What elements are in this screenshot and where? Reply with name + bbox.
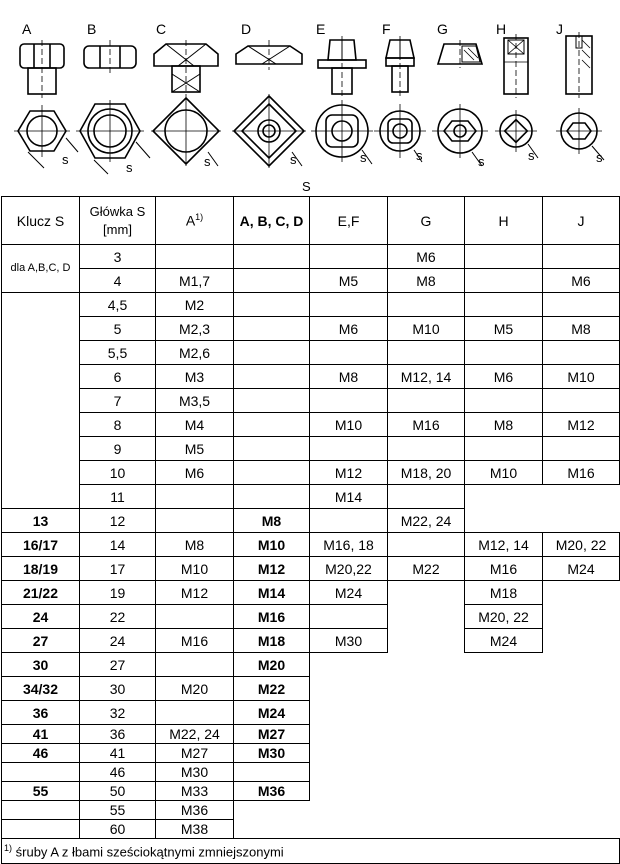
table-cell-ef: [310, 763, 388, 782]
table-cell-g: M18, 20: [388, 461, 465, 485]
table-cell-ef: [310, 725, 388, 744]
table-cell-s: 4,5: [80, 293, 156, 317]
table-cell-s: 27: [80, 653, 156, 677]
table-cell-k: 13: [2, 509, 80, 533]
table-cell-abcd: [234, 763, 310, 782]
table-cell-abcd: M16: [234, 605, 310, 629]
table-cell-h: [465, 341, 543, 365]
dim-s-h: s: [528, 148, 535, 163]
table-cell-a: M12: [156, 581, 234, 605]
table-cell-a: [156, 485, 234, 509]
table-cell-empty: [2, 293, 80, 509]
table-cell-j: [543, 782, 620, 801]
table-cell-g: [388, 605, 465, 629]
table-cell-s: 9: [80, 437, 156, 461]
table-cell-j: M24: [543, 557, 620, 581]
dim-s-d: s: [290, 152, 297, 167]
table-cell-a: [156, 509, 234, 533]
table-cell-s: 10: [80, 461, 156, 485]
wrench-size-table: [1, 196, 620, 864]
table-cell-a: M27: [156, 744, 234, 763]
table-row: [2, 509, 620, 533]
table-cell-abcd: M27: [234, 725, 310, 744]
table-cell-ef: [310, 341, 388, 365]
table-cell-h: [465, 725, 543, 744]
table-cell-a: M5: [156, 437, 234, 461]
drawing-a: [14, 40, 78, 168]
drawing-f: [374, 36, 426, 163]
table-cell-s: 8: [80, 413, 156, 437]
table-cell-a: M1,7: [156, 269, 234, 293]
label-f: F: [382, 21, 391, 37]
table-cell-k: 46: [2, 744, 80, 763]
drawing-d: [232, 40, 306, 168]
table-cell-h: M8: [465, 413, 543, 437]
table-cell-s: 46: [80, 763, 156, 782]
table-cell-a: M2,3: [156, 317, 234, 341]
table-cell-j: [543, 629, 620, 653]
table-cell-abcd: M12: [234, 557, 310, 581]
header-g: G: [388, 197, 465, 245]
table-cell-k: 34/32: [2, 677, 80, 701]
table-cell-g: M22, 24: [388, 509, 465, 533]
table-row: [2, 605, 620, 629]
label-j: J: [556, 21, 563, 37]
table-cell-j: [543, 653, 620, 677]
table-cell-s: 22: [80, 605, 156, 629]
label-a: A: [22, 21, 32, 37]
table-cell-a: M16: [156, 629, 234, 653]
table-cell-k: 41: [2, 725, 80, 744]
table-cell-g: [388, 725, 465, 744]
table-cell-abcd: M30: [234, 744, 310, 763]
table-cell-ef: M14: [310, 485, 388, 509]
table-body: [2, 245, 620, 864]
table-cell-k: 21/22: [2, 581, 80, 605]
table-cell-g: M12, 14: [388, 365, 465, 389]
table-cell-ef: [310, 509, 388, 533]
table-cell-a: M4: [156, 413, 234, 437]
table-cell-s: 17: [80, 557, 156, 581]
drawing-b: [76, 40, 150, 175]
dim-s-b: s: [126, 160, 133, 175]
table-cell-ef: [310, 701, 388, 725]
table-cell-g: [388, 533, 465, 557]
label-c: C: [156, 21, 167, 37]
table-cell-a: M38: [156, 820, 234, 839]
table-cell-abcd: [234, 461, 310, 485]
drawing-c: [151, 40, 221, 169]
table-cell-abcd: [234, 269, 310, 293]
table-cell-abcd: [234, 437, 310, 461]
table-cell-ef: [310, 605, 388, 629]
table-cell-g: [388, 389, 465, 413]
table-row: [2, 413, 620, 437]
table-cell-s: 11: [80, 485, 156, 509]
table-cell-ef: [310, 293, 388, 317]
table-cell-k: [2, 820, 80, 839]
dim-s-a: s: [62, 152, 69, 167]
table-cell-abcd: [234, 820, 310, 839]
table-cell-s: 19: [80, 581, 156, 605]
table-cell-ef: [310, 677, 388, 701]
table-cell-j: [543, 801, 620, 820]
header-klucz: Klucz S: [2, 197, 80, 245]
table-cell-s: 60: [80, 820, 156, 839]
table-cell-j: [543, 744, 620, 763]
table-cell-h: M18: [465, 581, 543, 605]
table-row: [2, 653, 620, 677]
table-cell-a: M20: [156, 677, 234, 701]
table-cell-ef: [310, 820, 388, 839]
header-glowka: Główka S [mm]: [80, 197, 156, 245]
table-cell-h: [465, 782, 543, 801]
table-cell-h: [465, 509, 543, 533]
table-cell-a: M2: [156, 293, 234, 317]
table-cell-j: [543, 485, 620, 509]
table-cell-a: M30: [156, 763, 234, 782]
figure-caption: S: [302, 179, 311, 194]
table-cell-j: [543, 509, 620, 533]
table-cell-ef: [310, 782, 388, 801]
table-cell-j: M10: [543, 365, 620, 389]
table-cell-g: [388, 801, 465, 820]
drawing-h: [495, 34, 538, 163]
table-cell-ef: M5: [310, 269, 388, 293]
table-cell-h: M5: [465, 317, 543, 341]
table-cell-h: [465, 820, 543, 839]
table-cell-g: M10: [388, 317, 465, 341]
table-row: [2, 820, 620, 839]
table-cell-ef: M6: [310, 317, 388, 341]
drawing-g: [432, 40, 488, 169]
dla-note: dla A,B,C, D: [2, 245, 80, 293]
table-cell-j: M16: [543, 461, 620, 485]
table-cell-abcd: [234, 485, 310, 509]
table-row: [2, 293, 620, 317]
figure-letters: [22, 21, 563, 37]
table-cell-h: [465, 485, 543, 509]
table-row: [2, 341, 620, 365]
table-cell-a: M33: [156, 782, 234, 801]
dim-s-e: s: [360, 150, 367, 165]
table-cell-abcd: [234, 317, 310, 341]
table-cell-g: [388, 485, 465, 509]
table-header-row: [2, 197, 620, 245]
table-cell-s: 7: [80, 389, 156, 413]
table-cell-h: M6: [465, 365, 543, 389]
table-row: [2, 763, 620, 782]
table-cell-a: [156, 245, 234, 269]
table-cell-s: 50: [80, 782, 156, 801]
table-cell-g: [388, 437, 465, 461]
table-cell-g: [388, 629, 465, 653]
header-j: J: [543, 197, 620, 245]
table-cell-k: 36: [2, 701, 80, 725]
table-row: [2, 365, 620, 389]
table-cell-g: [388, 341, 465, 365]
table-row: [2, 485, 620, 509]
table-row: [2, 744, 620, 763]
table-row: [2, 245, 620, 269]
table-cell-abcd: [234, 413, 310, 437]
header-ef: E,F: [310, 197, 388, 245]
table-cell-a: M3: [156, 365, 234, 389]
drawing-e: [311, 36, 373, 165]
table-cell-a: [156, 605, 234, 629]
table-cell-s: 55: [80, 801, 156, 820]
table-cell-h: M16: [465, 557, 543, 581]
table-cell-h: [465, 653, 543, 677]
table-cell-j: M20, 22: [543, 533, 620, 557]
header-a: $A^{1)}$: [156, 197, 234, 245]
table-cell-h: [465, 763, 543, 782]
table-cell-h: [465, 437, 543, 461]
table-cell-a: M36: [156, 801, 234, 820]
table-row: [2, 533, 620, 557]
fastener-drawings-figure: [0, 0, 620, 196]
table-cell-s: 41: [80, 744, 156, 763]
table-cell-h: [465, 269, 543, 293]
table-cell-h: M10: [465, 461, 543, 485]
table-cell-g: M22: [388, 557, 465, 581]
table-row: [2, 701, 620, 725]
table-cell-abcd: M20: [234, 653, 310, 677]
table-cell-h: [465, 389, 543, 413]
table-cell-s: 32: [80, 701, 156, 725]
table-cell-ef: [310, 653, 388, 677]
label-e: E: [316, 21, 326, 37]
header-h: H: [465, 197, 543, 245]
table-cell-abcd: M10: [234, 533, 310, 557]
table-cell-j: [543, 437, 620, 461]
table-cell-g: [388, 653, 465, 677]
table-cell-a: [156, 653, 234, 677]
footnote-row: [2, 839, 620, 864]
table-cell-j: M6: [543, 269, 620, 293]
table-cell-k: 55: [2, 782, 80, 801]
table-cell-s: 14: [80, 533, 156, 557]
table-cell-j: [543, 341, 620, 365]
table-row: [2, 317, 620, 341]
table-row: [2, 629, 620, 653]
dim-s-j: s: [596, 150, 603, 165]
table-cell-g: [388, 744, 465, 763]
table-cell-g: M16: [388, 413, 465, 437]
table-cell-s: 5: [80, 317, 156, 341]
table-row: [2, 461, 620, 485]
table-cell-abcd: M22: [234, 677, 310, 701]
table-cell-h: [465, 801, 543, 820]
table-cell-ef: [310, 245, 388, 269]
table-cell-g: M8: [388, 269, 465, 293]
table-cell-k: [2, 763, 80, 782]
dim-s-f: s: [416, 148, 423, 163]
table-cell-a: M2,6: [156, 341, 234, 365]
table-cell-g: [388, 782, 465, 801]
table-row: [2, 389, 620, 413]
table-cell-abcd: [234, 245, 310, 269]
table-row: [2, 557, 620, 581]
table-cell-j: M8: [543, 317, 620, 341]
table-cell-abcd: M18: [234, 629, 310, 653]
table-cell-k: 24: [2, 605, 80, 629]
table-cell-k: [2, 801, 80, 820]
table-cell-a: M8: [156, 533, 234, 557]
table-cell-j: [543, 725, 620, 744]
table-row: [2, 725, 620, 744]
table-cell-s: 36: [80, 725, 156, 744]
table-cell-h: [465, 701, 543, 725]
table-cell-j: [543, 763, 620, 782]
table-cell-ef: [310, 437, 388, 461]
table-row: [2, 677, 620, 701]
table-cell-j: [543, 389, 620, 413]
table-cell-j: [543, 245, 620, 269]
table-cell-ef: [310, 389, 388, 413]
table-cell-ef: M24: [310, 581, 388, 605]
table-cell-j: [543, 605, 620, 629]
table-cell-h: M12, 14: [465, 533, 543, 557]
table-cell-ef: M16, 18: [310, 533, 388, 557]
dim-s-g: s: [478, 154, 485, 169]
table-cell-h: [465, 744, 543, 763]
table-cell-g: M6: [388, 245, 465, 269]
table-cell-j: M12: [543, 413, 620, 437]
table-cell-abcd: M8: [234, 509, 310, 533]
table-cell-k: 18/19: [2, 557, 80, 581]
table-cell-g: [388, 677, 465, 701]
table-cell-ef: M8: [310, 365, 388, 389]
header-abcd: A, B, C, D: [234, 197, 310, 245]
table-cell-k: 16/17: [2, 533, 80, 557]
table-cell-j: [543, 677, 620, 701]
table-cell-h: M20, 22: [465, 605, 543, 629]
table-cell-abcd: [234, 341, 310, 365]
table-cell-abcd: M36: [234, 782, 310, 801]
table-cell-a: M22, 24: [156, 725, 234, 744]
table-cell-g: [388, 581, 465, 605]
table-cell-abcd: [234, 801, 310, 820]
table-row: [2, 801, 620, 820]
table-row: [2, 782, 620, 801]
table-cell-abcd: [234, 365, 310, 389]
table-cell-j: [543, 293, 620, 317]
table-row: [2, 437, 620, 461]
table-cell-s: 12: [80, 509, 156, 533]
label-d: D: [241, 21, 252, 37]
label-b: B: [87, 21, 97, 37]
table-cell-h: M24: [465, 629, 543, 653]
table-cell-ef: M30: [310, 629, 388, 653]
table-cell-a: M6: [156, 461, 234, 485]
table-cell-g: [388, 701, 465, 725]
table-cell-s: 4: [80, 269, 156, 293]
table-cell-g: [388, 763, 465, 782]
table-row: [2, 269, 620, 293]
table-cell-j: [543, 701, 620, 725]
table-cell-s: 30: [80, 677, 156, 701]
table-cell-ef: M10: [310, 413, 388, 437]
table-cell-k: 30: [2, 653, 80, 677]
table-cell-ef: M20,22: [310, 557, 388, 581]
table-cell-ef: M12: [310, 461, 388, 485]
table-cell-a: [156, 701, 234, 725]
table-cell-h: [465, 677, 543, 701]
table-cell-abcd: [234, 293, 310, 317]
table-cell-j: [543, 581, 620, 605]
table-cell-abcd: M14: [234, 581, 310, 605]
drawing-j: [556, 32, 604, 165]
table-cell-s: 6: [80, 365, 156, 389]
table-cell-ef: [310, 801, 388, 820]
dim-s-c: s: [204, 154, 211, 169]
table-cell-s: 3: [80, 245, 156, 269]
table-cell-h: [465, 245, 543, 269]
table-row: [2, 581, 620, 605]
table-cell-s: 24: [80, 629, 156, 653]
table-cell-k: 27: [2, 629, 80, 653]
label-h: H: [496, 21, 507, 37]
table-cell-g: [388, 820, 465, 839]
table-cell-abcd: M24: [234, 701, 310, 725]
table-cell-ef: [310, 744, 388, 763]
table-cell-g: [388, 293, 465, 317]
table-cell-a: M3,5: [156, 389, 234, 413]
label-g: G: [437, 21, 448, 37]
table-cell-s: 5,5: [80, 341, 156, 365]
table-cell-j: [543, 820, 620, 839]
table-cell-abcd: [234, 389, 310, 413]
table-cell-a: M10: [156, 557, 234, 581]
footnote: $^{1)}$ śruby A z łbami sześciokątnymi zmniejszonymi: [2, 839, 620, 864]
table-cell-h: [465, 293, 543, 317]
